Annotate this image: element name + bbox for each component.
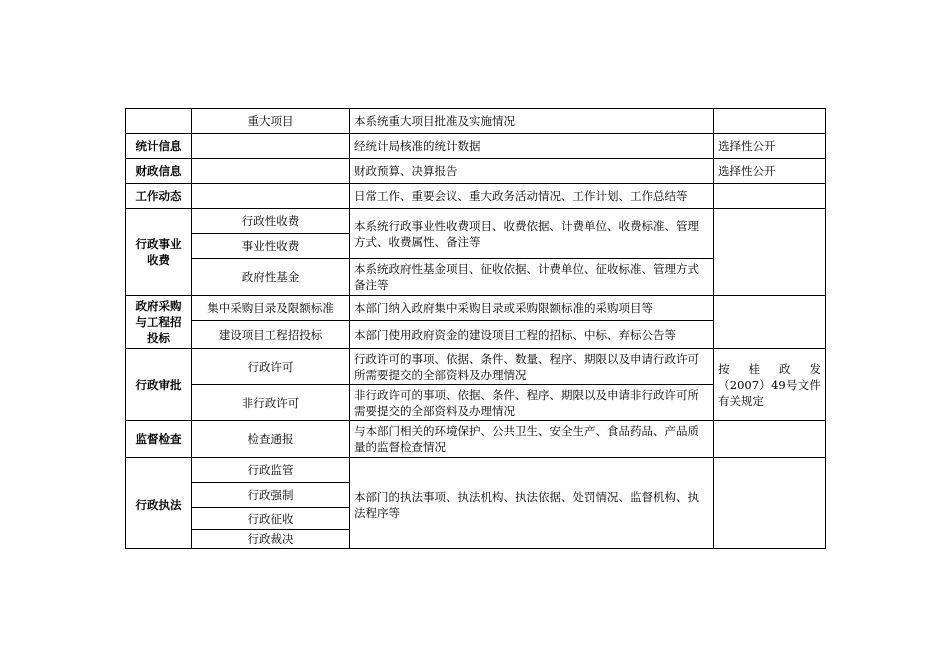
category-cell: 政府采购与工程招投标: [126, 296, 192, 349]
category-cell: 财政信息: [126, 159, 192, 184]
item-cell: 行政征收: [192, 508, 350, 530]
content-cell: 本部门纳入政府集中采购目录或采购限额标准的采购项目等: [350, 296, 714, 321]
table-row: [126, 458, 826, 483]
content-cell: 本部门的执法事项、执法机构、执法依据、处罚情况、监督机构、执法程序等: [350, 458, 714, 549]
note-line: 有关规定: [718, 393, 764, 408]
note-cell-empty: [714, 421, 826, 458]
table-row: [126, 209, 826, 234]
item-cell: 行政裁决: [192, 530, 350, 549]
table-row: [126, 421, 826, 458]
item-cell: 行政性收费: [192, 209, 350, 234]
item-cell: 政府性基金: [192, 259, 350, 296]
note-line: 按 桂 政 发: [718, 361, 821, 376]
content-cell: 本部门使用政府资金的建设项目工程的招标、中标、弃标公告等: [350, 321, 714, 349]
note-cell-empty: [714, 109, 826, 134]
disclosure-table: [125, 108, 826, 549]
category-cell: 监督检查: [126, 421, 192, 458]
note-cell-empty: [714, 296, 826, 349]
table-row: [126, 296, 826, 321]
note-line: （2007）49号文件: [718, 377, 821, 392]
item-cell-empty: [192, 134, 350, 159]
content-cell: 本系统政府性基金项目、征收依据、计费单位、征收标准、管理方式备注等: [350, 259, 714, 296]
content-cell: 财政预算、决算报告: [350, 159, 714, 184]
table-row: [126, 134, 826, 159]
content-cell: 日常工作、重要会议、重大政务活动情况、工作计划、工作总结等: [350, 184, 714, 209]
item-cell-empty: [192, 159, 350, 184]
note-cell-empty: [714, 209, 826, 296]
item-cell-empty: [192, 184, 350, 209]
item-cell: 非行政许可: [192, 385, 350, 421]
category-cell: 工作动态: [126, 184, 192, 209]
content-cell: 行政许可的事项、依据、条件、数量、程序、期限以及申请行政许可所需要提交的全部资料及办理情况: [350, 349, 714, 385]
note-cell: [714, 349, 826, 421]
note-cell-empty: [714, 458, 826, 549]
note-cell-empty: [714, 184, 826, 209]
item-cell: 检查通报: [192, 421, 350, 458]
item-cell: 建设项目工程招投标: [192, 321, 350, 349]
category-cell: 行政审批: [126, 349, 192, 421]
item-cell: 行政监管: [192, 458, 350, 483]
content-cell: 与本部门相关的环境保护、公共卫生、安全生产、食品药品、产品质量的监督检查情况: [350, 421, 714, 458]
table-row: [126, 109, 826, 134]
category-cell-empty: [126, 109, 192, 134]
note-cell: 选择性公开: [714, 134, 826, 159]
item-cell: 行政强制: [192, 483, 350, 508]
category-cell: 行政执法: [126, 458, 192, 549]
table-row: [126, 159, 826, 184]
content-cell: 经统计局核准的统计数据: [350, 134, 714, 159]
table-row: [126, 184, 826, 209]
table-row: [126, 349, 826, 385]
content-cell: 本系统重大项目批准及实施情况: [350, 109, 714, 134]
category-cell: 统计信息: [126, 134, 192, 159]
content-cell: 非行政许可的事项、依据、条件、程序、期限以及申请非行政许可所需要提交的全部资料及办理情况: [350, 385, 714, 421]
category-cell: 行政事业收费: [126, 209, 192, 296]
note-cell: 选择性公开: [714, 159, 826, 184]
item-cell: 行政许可: [192, 349, 350, 385]
item-cell: 重大项目: [192, 109, 350, 134]
item-cell: 事业性收费: [192, 234, 350, 259]
content-cell: 本系统行政事业性收费项目、收费依据、计费单位、收费标准、管理方式、收费属性、备注等: [350, 209, 714, 259]
item-cell: 集中采购目录及限额标准: [192, 296, 350, 321]
